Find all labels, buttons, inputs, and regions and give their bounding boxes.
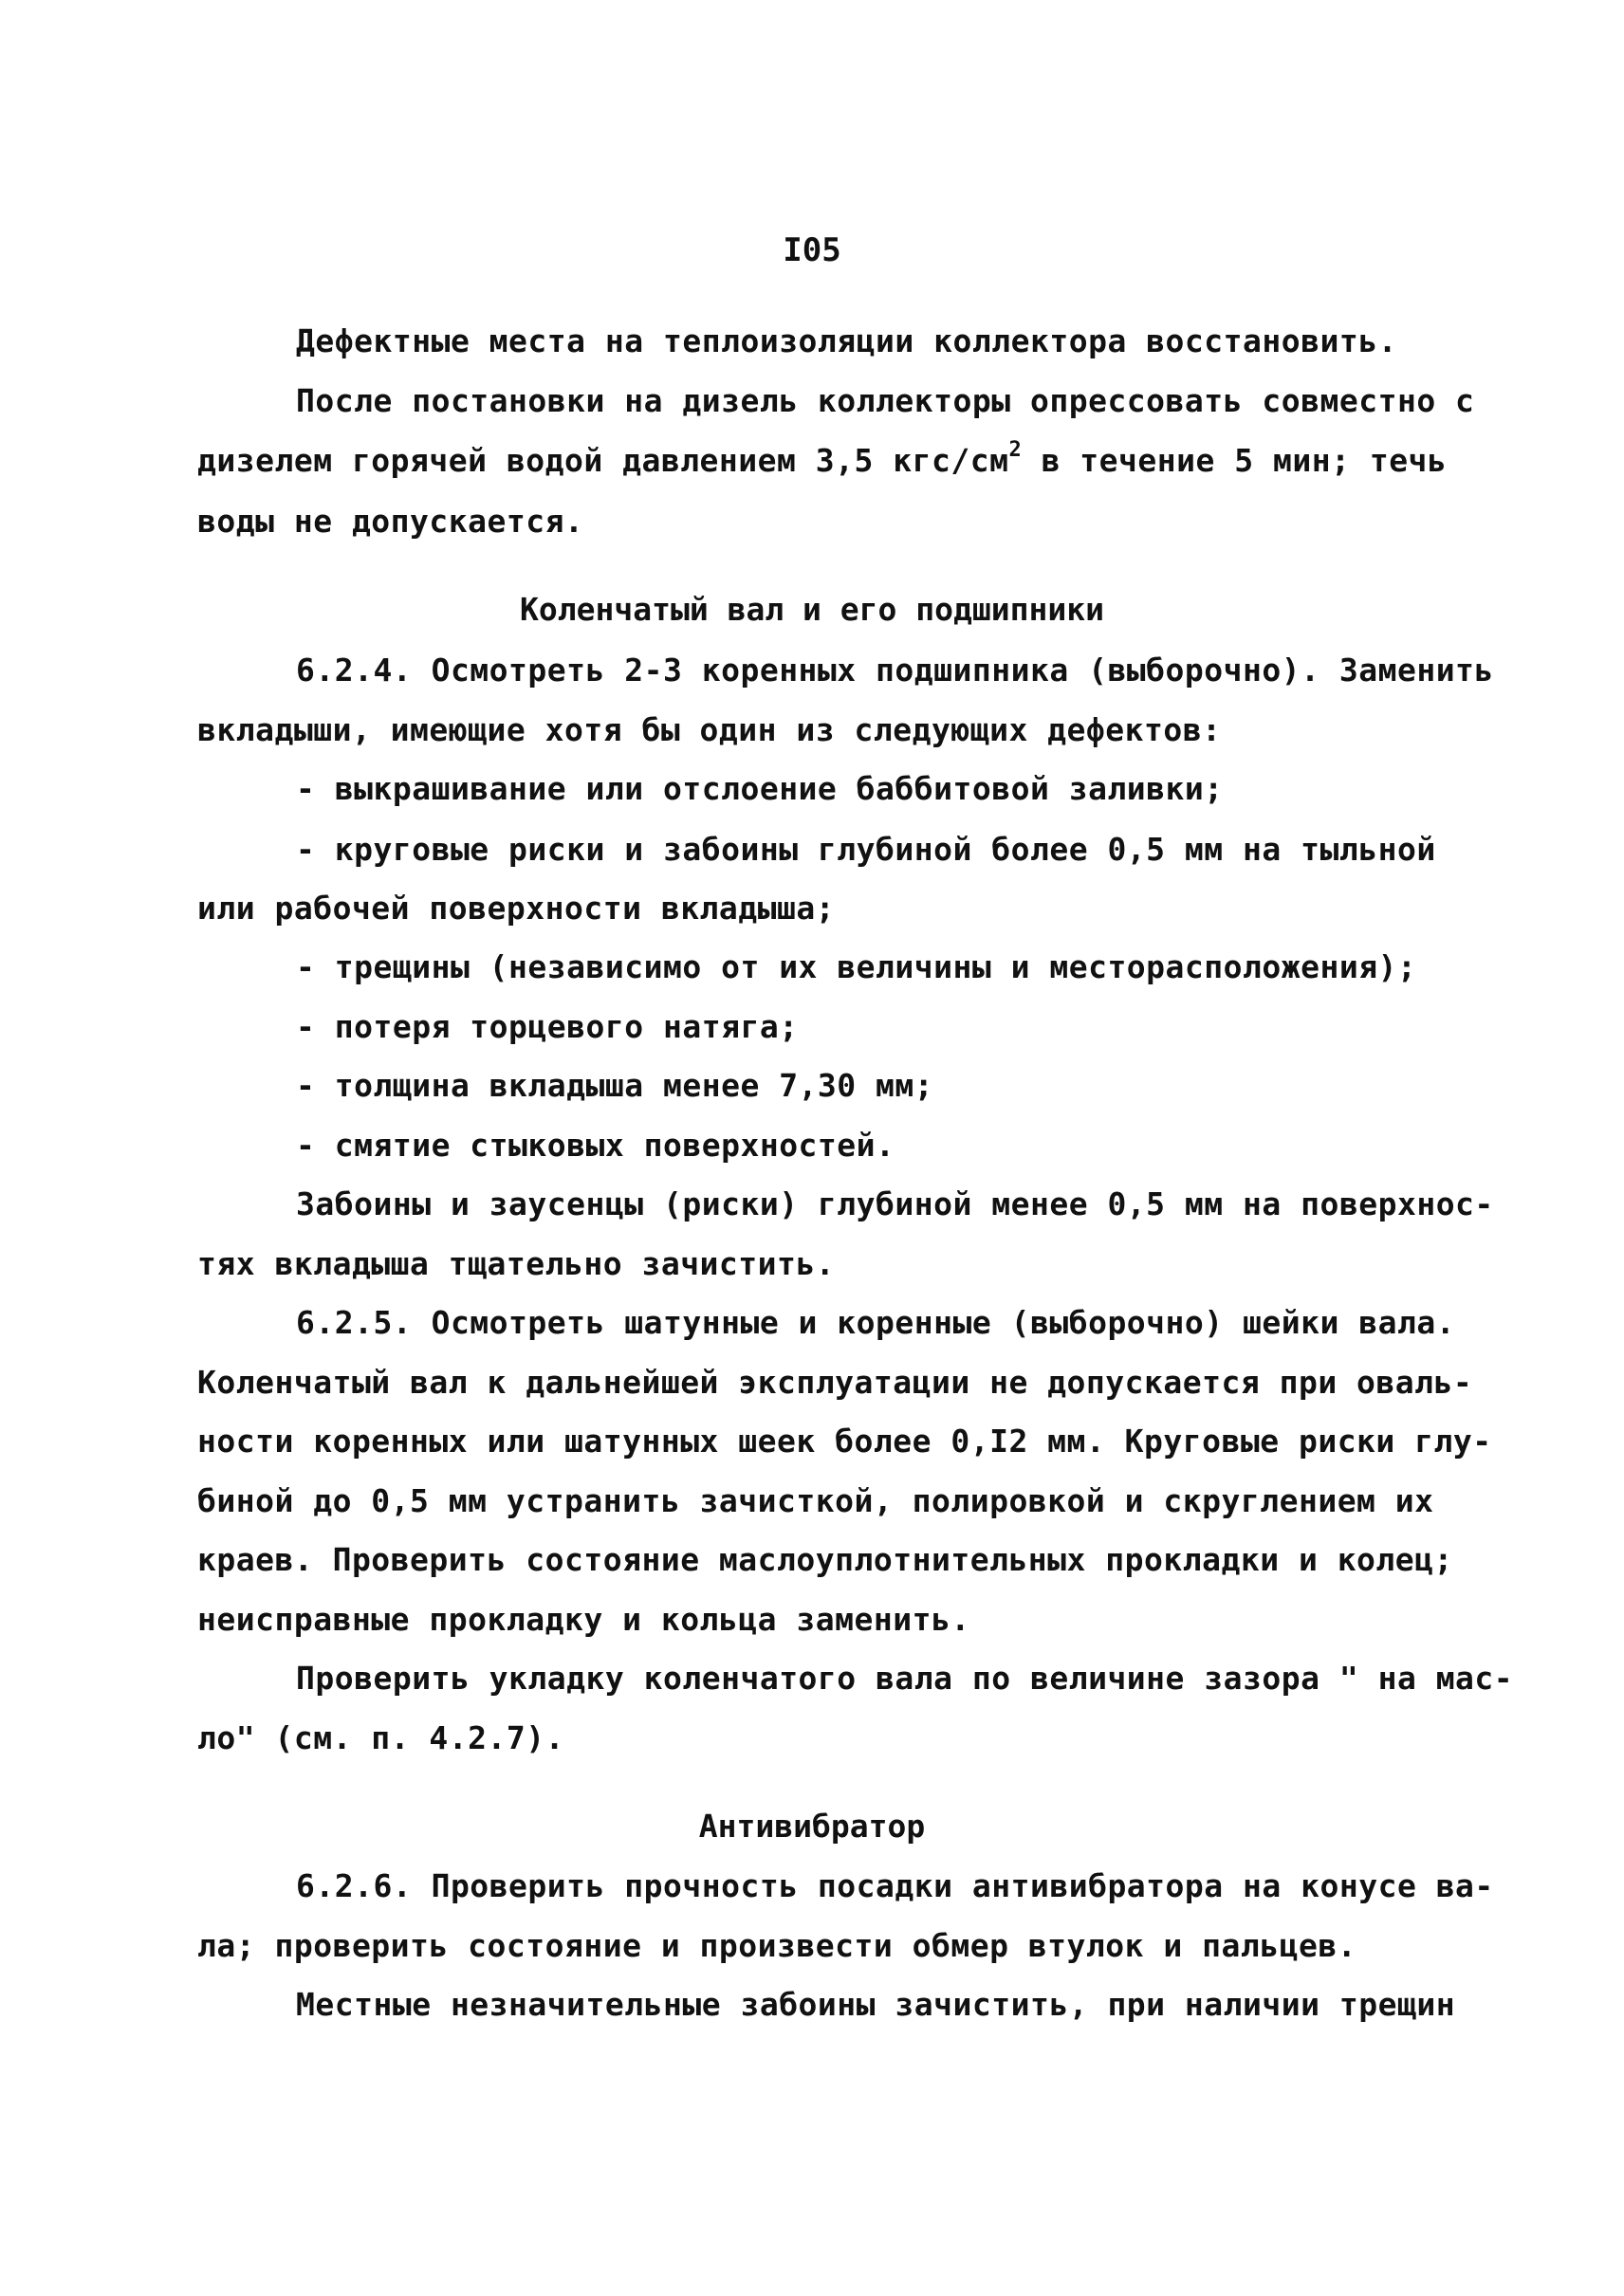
text-line-8: - круговые риски и забоины глубиной более 0,5 мм на тыльной <box>296 831 1436 868</box>
text-line-3 <box>197 438 1448 480</box>
text-line-17: Коленчатый вал к дальнейшей эксплуатации не допускается при оваль- <box>197 1364 1473 1401</box>
text-line-13: - смятие стыковых поверхностей. <box>296 1127 895 1164</box>
text-line-11: - потеря торцевого натяга; <box>296 1008 799 1045</box>
text-line-3-part-b: в течение 5 мин; течь <box>1022 442 1448 479</box>
text-line-3-part-a: дизелем горячей водой давлением 3,5 кгс/см <box>197 442 1009 479</box>
text-line-14: Забоины и заусенцы (риски) глубиной менее 0,5 мм на поверхнос- <box>296 1185 1494 1222</box>
text-line-20: краев. Проверить состояние маслоуплотнительных прокладки и колец; <box>197 1541 1453 1578</box>
text-line-24: 6.2.6. Проверить прочность посадки антивибратора на конусе ва- <box>296 1867 1494 1904</box>
section-heading-crankshaft: Коленчатый вал и его подшипники <box>520 591 1104 628</box>
text-line-12: - толщина вкладыша менее 7,30 мм; <box>296 1067 934 1104</box>
text-line-18: ности коренных или шатунных шеек более 0,I2 мм. Круговые риски глу- <box>197 1423 1492 1460</box>
text-line-6: вкладыши, имеющие хотя бы один из следующих дефектов: <box>197 711 1222 748</box>
text-line-4: воды не допускается. <box>197 503 584 540</box>
section-heading-antivibrator: Антивибратор <box>698 1808 926 1845</box>
text-line-2: После постановки на дизель коллекторы опрессовать совместно с <box>296 382 1475 419</box>
text-line-1: Дефектные места на теплоизоляции коллектора восстановить. <box>296 322 1397 359</box>
text-line-5: 6.2.4. Осмотреть 2-3 коренных подшипника (выборочно). Заменить <box>296 652 1494 689</box>
text-line-15: тях вкладыша тщательно зачистить. <box>197 1245 836 1282</box>
text-line-16: 6.2.5. Осмотреть шатунные и коренные (выборочно) шейки вала. <box>296 1304 1456 1341</box>
text-line-23: ло" (см. п. 4.2.7). <box>197 1719 564 1756</box>
text-line-21: неисправные прокладку и кольца заменить. <box>197 1601 970 1638</box>
text-line-19: биной до 0,5 мм устранить зачисткой, полировкой и скруглением их <box>197 1482 1434 1519</box>
text-line-9: или рабочей поверхности вкладыша; <box>197 890 836 927</box>
page-number: I05 <box>783 231 841 269</box>
text-line-26: Местные незначительные забоины зачистить, при наличии трещин <box>296 1986 1456 2023</box>
superscript-2: 2 <box>1008 438 1023 462</box>
text-line-7: - выкрашивание или отслоение баббитовой заливки; <box>296 770 1224 807</box>
text-line-10: - трещины (независимо от их величины и месторасположения); <box>296 948 1417 985</box>
text-line-22: Проверить укладку коленчатого вала по величине зазора " на мас- <box>296 1660 1514 1697</box>
text-line-25: ла; проверить состояние и произвести обмер втулок и пальцев. <box>197 1927 1357 1964</box>
